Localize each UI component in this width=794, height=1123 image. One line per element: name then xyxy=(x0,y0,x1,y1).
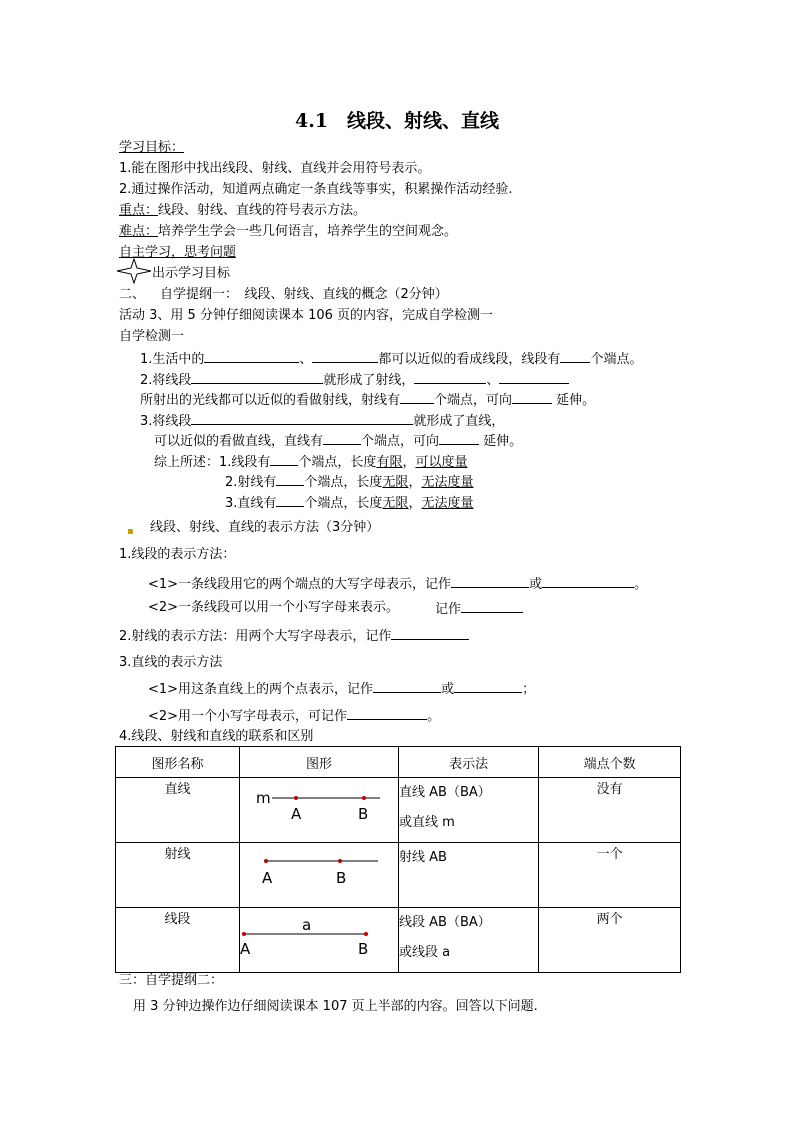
row-ray-endpoints: 一个 xyxy=(539,843,681,908)
line-notation-1 xyxy=(148,679,535,699)
segment-label-a: A xyxy=(240,940,251,958)
activity-instruction: 活动 3、用 5 分钟仔细阅读课本 106 页的内容，完成自学检测一 xyxy=(119,308,494,323)
segment-label-small-a: a xyxy=(302,916,312,934)
outline-two-text: 用 3 分钟边操作边仔细阅读课本 107 页上半部的内容。回答以下问题. xyxy=(133,999,538,1014)
sum2-text-c: 无限 xyxy=(382,475,409,490)
step-one: 出示学习目标 xyxy=(152,266,231,281)
seg2-text-a: <2>一条线段可以用一个小写字母来表示。 xyxy=(148,600,400,615)
summary-line-1 xyxy=(154,452,467,472)
objective-2: 2.通过操作活动，知道两点确定一条直线等事实，积累操作活动经验. xyxy=(119,182,513,197)
line2-blank[interactable] xyxy=(347,706,427,720)
sum3-text-d: ， xyxy=(408,496,422,511)
sum1-blank[interactable] xyxy=(270,452,298,466)
q3-blank-3[interactable] xyxy=(439,431,479,445)
line-notation-heading: 3.直线的表示方法 xyxy=(119,655,223,670)
question-3-line-2 xyxy=(154,431,522,451)
segment-notation-1 xyxy=(148,574,647,594)
ray-text: 2.射线的表示方法：用两个大写字母表示，记作 xyxy=(119,629,392,644)
sum2-text-d: ， xyxy=(408,475,422,490)
line-notation-alt: 或直线 m xyxy=(399,815,455,830)
segment-figure xyxy=(240,908,398,968)
question-1 xyxy=(140,349,642,369)
check-heading: 自学检测一 xyxy=(119,329,185,344)
q2-text-c: 、 xyxy=(486,373,500,388)
q3-text-b: 就形成了直线， xyxy=(413,414,505,429)
objectives-heading: 学习目标： xyxy=(119,140,185,155)
sum3-text-c: 无限 xyxy=(382,496,409,511)
q2-blank-4[interactable] xyxy=(400,390,434,404)
outline-one-label: 二、 xyxy=(119,287,146,302)
q2-line2-text-a: 所射出的光线都可以近似的看做射线，射线有 xyxy=(140,393,401,408)
q1-blank-2[interactable] xyxy=(312,349,378,363)
row-segment-figure xyxy=(240,908,399,973)
q1-blank-3[interactable] xyxy=(560,349,590,363)
segment-notation-2 xyxy=(148,599,399,617)
self-study-heading: 自主学习，思考问题 xyxy=(119,245,237,260)
line2-text-b: 。 xyxy=(427,709,441,724)
sum1-text-c: 有限 xyxy=(376,455,403,470)
row-line-notation xyxy=(399,778,539,843)
row-segment-endpoints: 两个 xyxy=(539,908,681,973)
header-figure: 图形 xyxy=(240,747,399,778)
q2-blank-3[interactable] xyxy=(499,370,569,384)
ray-point-a xyxy=(264,859,268,863)
difficulty-text: 培养学生学会一些几何语言，培养学生的空间观念。 xyxy=(158,224,458,239)
summary-label: 综上所述： xyxy=(154,455,220,470)
outline-two-heading: 三：自学提纲二： xyxy=(119,973,224,988)
sum1-text-e: 可以度量 xyxy=(415,455,468,470)
sum3-blank[interactable] xyxy=(276,493,304,507)
seg2-blank[interactable] xyxy=(461,599,523,613)
stray-dot: ▪ xyxy=(127,526,134,537)
segment-notation-main: 线段 AB（BA） xyxy=(399,915,491,930)
table-header-row xyxy=(116,747,681,778)
difficulty xyxy=(119,223,457,241)
q3-blank-2[interactable] xyxy=(323,431,361,445)
question-3 xyxy=(140,411,504,431)
table-row xyxy=(116,843,681,908)
line-notation-main: 直线 AB（BA） xyxy=(399,785,491,800)
representation-heading: 线段、射线、直线的表示方法（3分钟） xyxy=(150,520,380,535)
line1-text-a: <1>用这条直线上的两个点表示，记作 xyxy=(148,682,374,697)
row-ray-notation xyxy=(399,843,539,908)
line2-text-a: <2>用一个小写字母表示，可记作 xyxy=(148,709,348,724)
line1-blank-2[interactable] xyxy=(454,679,522,693)
q2-blank-2[interactable] xyxy=(414,370,486,384)
segment-notation-2-record xyxy=(435,599,523,619)
q1-text-b: 、 xyxy=(299,352,313,367)
q1-text-d: 个端点。 xyxy=(590,352,643,367)
line1-text-b: 或 xyxy=(441,682,455,697)
line-label-b: B xyxy=(358,805,369,823)
compare-heading: 4.线段、射线和直线的联系和区别 xyxy=(119,729,314,744)
question-2 xyxy=(140,370,569,390)
seg1-text-b: 或 xyxy=(529,577,543,592)
ray-blank[interactable] xyxy=(391,626,469,640)
comparison-table xyxy=(115,746,681,973)
sum1-text-a: 1.线段有 xyxy=(219,455,271,470)
header-name: 图形名称 xyxy=(116,747,240,778)
ray-notation-main: 射线 AB xyxy=(399,850,447,865)
segment-notation-alt: 或线段 a xyxy=(399,945,451,960)
ray-point-b xyxy=(338,859,342,863)
segment-label-b: B xyxy=(358,940,369,958)
segment-notation-heading: 1.线段的表示方法： xyxy=(119,547,236,562)
row-line-figure xyxy=(240,778,399,843)
row-ray-figure xyxy=(240,843,399,908)
row-segment-notation xyxy=(399,908,539,973)
row-ray-name: 射线 xyxy=(116,843,240,908)
sum2-text-e: 无法度量 xyxy=(421,475,474,490)
objective-1: 1.能在图形中找出线段、射线、直线并会用符号表示。 xyxy=(119,161,431,176)
segment-point-b xyxy=(364,932,368,936)
line1-blank-1[interactable] xyxy=(373,679,441,693)
q1-blank-1[interactable] xyxy=(204,349,299,363)
row-line-endpoints: 没有 xyxy=(539,778,681,843)
sum1-text-b: 个端点，长度 xyxy=(298,455,377,470)
segment-point-a xyxy=(242,932,246,936)
sum3-text-b: 个端点，长度 xyxy=(304,496,383,511)
seg1-blank-2[interactable] xyxy=(542,574,634,588)
q2-blank-1[interactable] xyxy=(191,370,323,384)
sum2-text-a: 2.射线有 xyxy=(225,475,277,490)
q3-blank-1[interactable] xyxy=(191,411,413,425)
q3-line2-text-a: 可以近似的看做直线，直线有 xyxy=(154,434,324,449)
q1-text-a: 1.生活中的 xyxy=(140,352,205,367)
line-point-a xyxy=(294,796,298,800)
q3-line2-text-c: 延伸。 xyxy=(483,434,523,449)
question-2-line-2 xyxy=(140,390,595,410)
q3-text-a: 3.将线段 xyxy=(140,414,192,429)
summary-line-2 xyxy=(225,472,473,492)
summary-line-3 xyxy=(225,493,473,513)
seg2-text-b: 记作 xyxy=(435,602,462,617)
sum3-text-e: 无法度量 xyxy=(421,496,474,511)
key-point-label: 重点： xyxy=(119,203,159,218)
star-icon xyxy=(116,258,152,284)
table-row xyxy=(116,908,681,973)
table-row xyxy=(116,778,681,843)
line1-text-c: ； xyxy=(522,682,536,697)
sum2-text-b: 个端点，长度 xyxy=(304,475,383,490)
line-label-a: A xyxy=(291,805,302,823)
ray-notation xyxy=(119,626,469,646)
seg1-text-a: <1>一条线段用它的两个端点的大写字母表示，记作 xyxy=(148,577,452,592)
line-notation-2 xyxy=(148,706,440,726)
header-notation: 表示法 xyxy=(399,747,539,778)
q2-text-b: 就形成了射线， xyxy=(323,373,415,388)
seg1-text-c: 。 xyxy=(634,577,648,592)
header-endpoints: 端点个数 xyxy=(539,747,681,778)
key-point-text: 线段、射线、直线的符号表示方法。 xyxy=(158,203,367,218)
q2-text-a: 2.将线段 xyxy=(140,373,192,388)
q1-text-c: 都可以近似的看成线段，线段有 xyxy=(378,352,561,367)
row-line-name: 直线 xyxy=(116,778,240,843)
sum1-text-d: ， xyxy=(402,455,416,470)
sum3-text-a: 3.直线有 xyxy=(225,496,277,511)
line-point-b xyxy=(362,796,366,800)
q2-line2-text-c: 延伸。 xyxy=(556,393,596,408)
ray-label-b: B xyxy=(336,869,347,887)
key-point xyxy=(119,202,366,220)
difficulty-label: 难点： xyxy=(119,224,159,239)
q2-line2-text-b: 个端点，可向 xyxy=(434,393,513,408)
row-segment-name: 线段 xyxy=(116,908,240,973)
q3-line2-text-b: 个端点，可向 xyxy=(361,434,440,449)
sum2-blank[interactable] xyxy=(276,472,304,486)
line-figure xyxy=(240,778,398,838)
q2-blank-5[interactable] xyxy=(512,390,552,404)
ray-figure xyxy=(240,843,398,903)
ray-label-a: A xyxy=(262,869,273,887)
page-title: 4.1 线段、射线、直线 xyxy=(294,110,500,132)
seg1-blank-1[interactable] xyxy=(451,574,529,588)
outline-one-text: 自学提纲一： 线段、射线、直线的概念（2分钟） xyxy=(160,287,448,302)
line-label-m: m xyxy=(256,789,271,807)
